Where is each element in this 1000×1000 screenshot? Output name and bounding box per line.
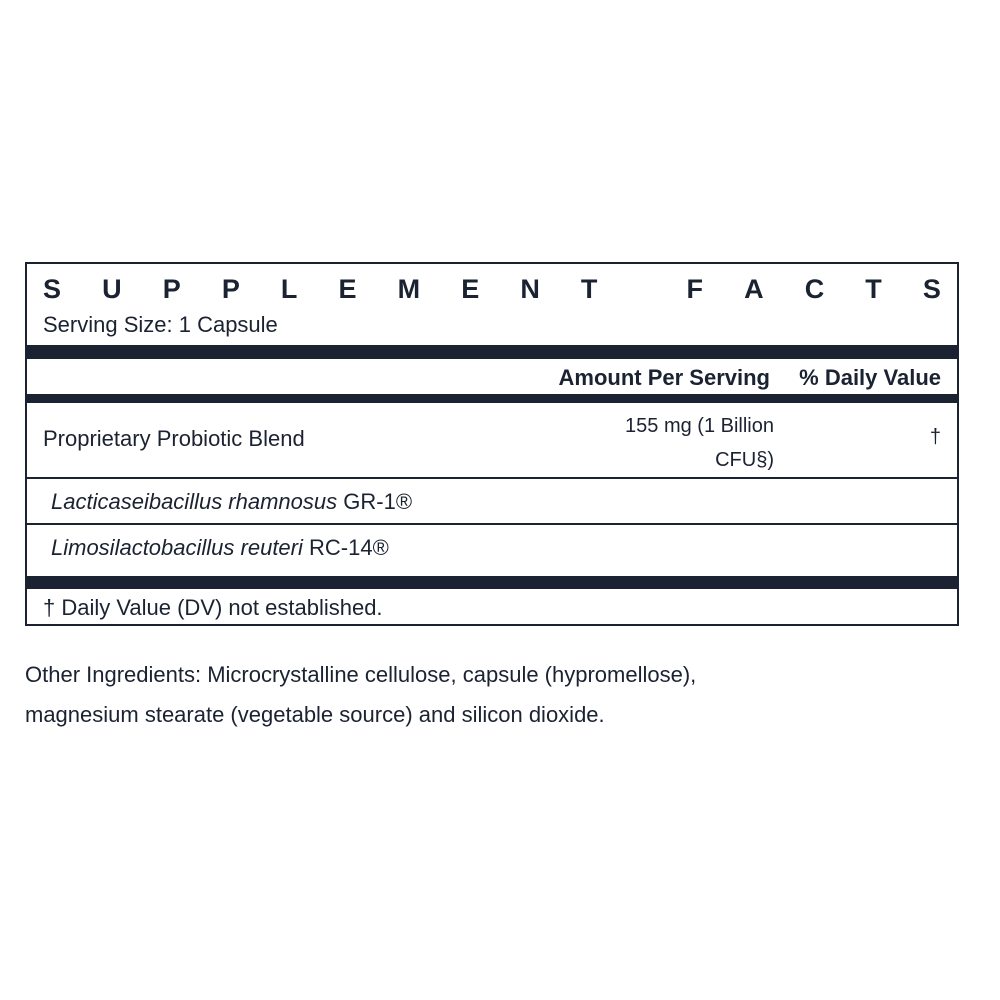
title-letter: E — [461, 273, 480, 304]
title-letter: U — [102, 273, 122, 304]
title-letter: F — [686, 273, 704, 304]
title-letter: E — [338, 273, 357, 304]
other-ingredients-line: magnesium stearate (vegetable source) and silicon dioxide. — [25, 702, 605, 727]
title-letter: P — [162, 273, 181, 304]
other-ingredients-line: Other Ingredients: Microcrystalline cellulose, capsule (hypromellose), — [25, 662, 697, 687]
daily-value-footnote: † Daily Value (DV) not established. — [43, 595, 383, 620]
title-letter: S — [922, 273, 941, 304]
strain-row — [51, 535, 389, 561]
title-letter: T — [865, 273, 882, 304]
blend-amount-line: 155 mg (1 Billion — [625, 415, 774, 437]
title-letter: T — [580, 273, 598, 304]
title-letter: A — [744, 273, 764, 304]
title-letter: N — [520, 273, 540, 304]
title-letter: L — [280, 273, 298, 304]
blend-amount — [625, 409, 774, 477]
divider-line — [27, 477, 957, 479]
strain-id: RC-14® — [309, 535, 389, 560]
divider-bar — [27, 345, 957, 359]
amount-per-serving-header: Amount Per Serving — [558, 365, 770, 390]
blend-amount-line: CFU§) — [715, 449, 774, 471]
other-ingredients — [25, 655, 975, 735]
blend-name: Proprietary Probiotic Blend — [43, 426, 305, 451]
strain-row — [51, 489, 412, 515]
divider-line — [27, 523, 957, 525]
title-letter: C — [804, 273, 825, 304]
divider-bar — [27, 576, 957, 589]
supplement-facts-title — [43, 272, 941, 306]
serving-size: Serving Size: 1 Capsule — [43, 312, 278, 337]
supplement-facts-panel — [25, 262, 959, 626]
blend-daily-value: † — [929, 426, 941, 448]
title-letter: M — [397, 273, 421, 304]
strain-species: Limosilactobacillus reuteri — [51, 535, 303, 560]
title-letter: S — [43, 273, 62, 304]
strain-id: GR-1® — [343, 489, 413, 514]
strain-species: Lacticaseibacillus rhamnosus — [51, 489, 338, 514]
divider-bar — [27, 394, 957, 403]
daily-value-header: % Daily Value — [799, 365, 941, 390]
title-letter: P — [221, 273, 240, 304]
